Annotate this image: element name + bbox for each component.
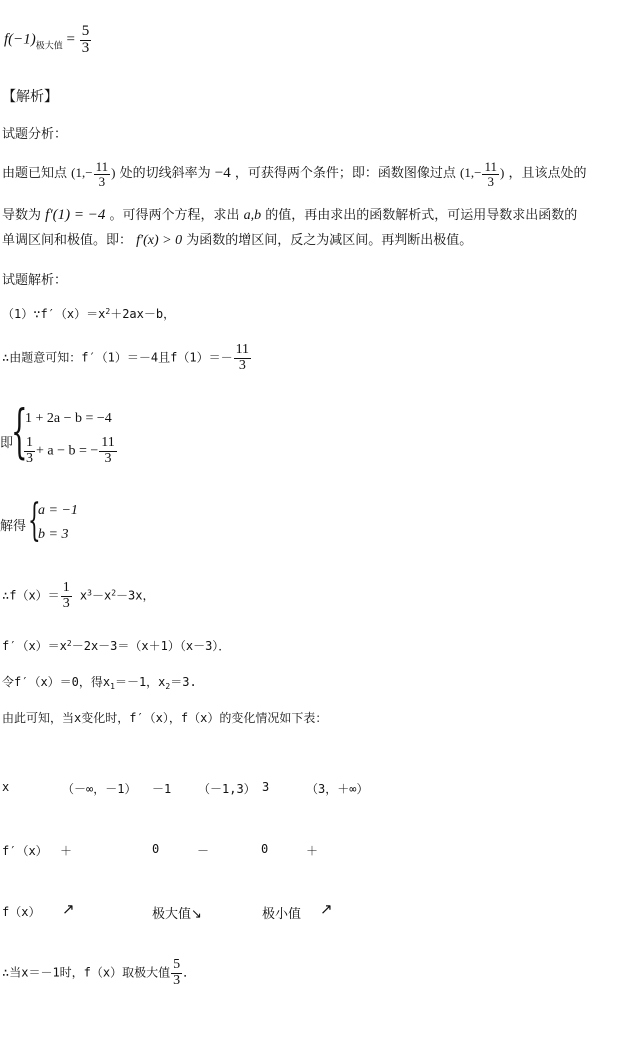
result-a: a = −1 bbox=[38, 503, 78, 518]
system-label: 即 bbox=[0, 436, 14, 451]
table-row-1-cell-6: （3，＋∞） bbox=[306, 782, 369, 796]
analysis-title: 【解析】 bbox=[2, 89, 58, 105]
solution-label: 试题解析： bbox=[2, 273, 68, 288]
system-brace: { bbox=[11, 397, 28, 465]
increasing-condition: f′(x) > 0 bbox=[136, 233, 183, 248]
zeros-line: 令f′（x）＝0，得$x_1=-1$，$x_2=3$. bbox=[2, 675, 197, 691]
analysis-label: 试题分析： bbox=[2, 127, 68, 142]
table-row-2-cell-4: － bbox=[197, 844, 210, 858]
table-row-2-cell-6: ＋ bbox=[306, 844, 319, 858]
table-row-2-cell-5: 0 bbox=[261, 842, 269, 856]
increasing-arrow-icon: ↗ bbox=[62, 900, 75, 918]
table-row-2-cell-3: 0 bbox=[152, 842, 160, 856]
table-row-2-cell-1: f′（x） bbox=[2, 844, 48, 858]
header-fraction: $\frac{5}{3}$ bbox=[81, 23, 90, 56]
slope-value: −4 bbox=[214, 165, 231, 182]
table-row-1-cell-5: 3 bbox=[262, 780, 270, 794]
point-b: (1,− $\frac{11}{3}$ ) bbox=[460, 159, 505, 189]
solution-step-1: $(1)\because f'(x)=x^2+2ax-b$， bbox=[2, 307, 176, 321]
table-row-3-cell-1: f（x） bbox=[2, 905, 41, 919]
table-row-1-cell-1: x bbox=[2, 780, 10, 794]
result-label: 解得 bbox=[0, 519, 27, 534]
table-row-1-cell-2: （－∞，－1） bbox=[62, 782, 137, 796]
table-row-1-cell-4: （－1,3） bbox=[198, 782, 256, 796]
derivative-condition: f′(1) = −4 bbox=[45, 207, 106, 223]
analysis-line-3: 单调区间和极值。即： f′(x) > 0 为函数的增区间，反之为减区间。再判断出极值。 bbox=[2, 233, 473, 248]
table-intro: 由此可知，当x变化时，f′（x），f（x）的变化情况如下表： bbox=[2, 711, 328, 725]
table-row-3-max: 极大值↘ bbox=[152, 907, 202, 922]
analysis-line-1: 由题已知点 (1,− $\frac{11}{3}$ ) 处的切线斜率为 −4 ，可获得两个条件；即：函数图像过点 (1,− $\frac{11}{3}$ ) ，且该点处的 bbox=[2, 159, 587, 189]
analysis-line-2: 导数为 f′(1) = −4 。可得两个方程，求出 a,b 的值，再由求出的函数解析式，可运用导数求出函数的 bbox=[2, 207, 578, 223]
result-brace: { bbox=[28, 495, 41, 546]
header-eq: = bbox=[66, 31, 76, 48]
header-func: f(−1) bbox=[4, 31, 36, 48]
solution-step-2: ∴由题意可知：f′（1）＝－4且f（1）＝－ $\frac{11}{3}$ bbox=[2, 342, 250, 373]
derivative-expression: $f'(x)=x^2-2x-3=(x+1)(x-3)$． bbox=[2, 639, 231, 653]
conclusion-line: ∴当x＝－1时，f（x）取极大值 $\frac{5}{3}$ ． bbox=[2, 957, 197, 988]
table-row-1-cell-3: －1 bbox=[152, 782, 172, 796]
result-b: b = 3 bbox=[38, 527, 69, 542]
increasing-arrow-icon-2: ↗ bbox=[320, 900, 333, 918]
system-eq-1: 1 + 2a − b = −4 bbox=[25, 411, 112, 426]
fx-expression: ∴f（x）＝ $\frac{1}{3}$ $x^3-x^2-3x$， bbox=[2, 580, 155, 611]
table-row-2-cell-2: ＋ bbox=[60, 844, 73, 858]
table-row-3-min: 极小值 bbox=[262, 907, 302, 922]
system-eq-2: $\frac{1}{3}$ + a − b = − $\frac{11}{3}$ bbox=[26, 435, 115, 466]
header-result bbox=[4, 24, 92, 57]
point-a: (1,− $\frac{11}{3}$ ) bbox=[71, 159, 116, 189]
header-subscript: 极大值 bbox=[35, 40, 63, 51]
